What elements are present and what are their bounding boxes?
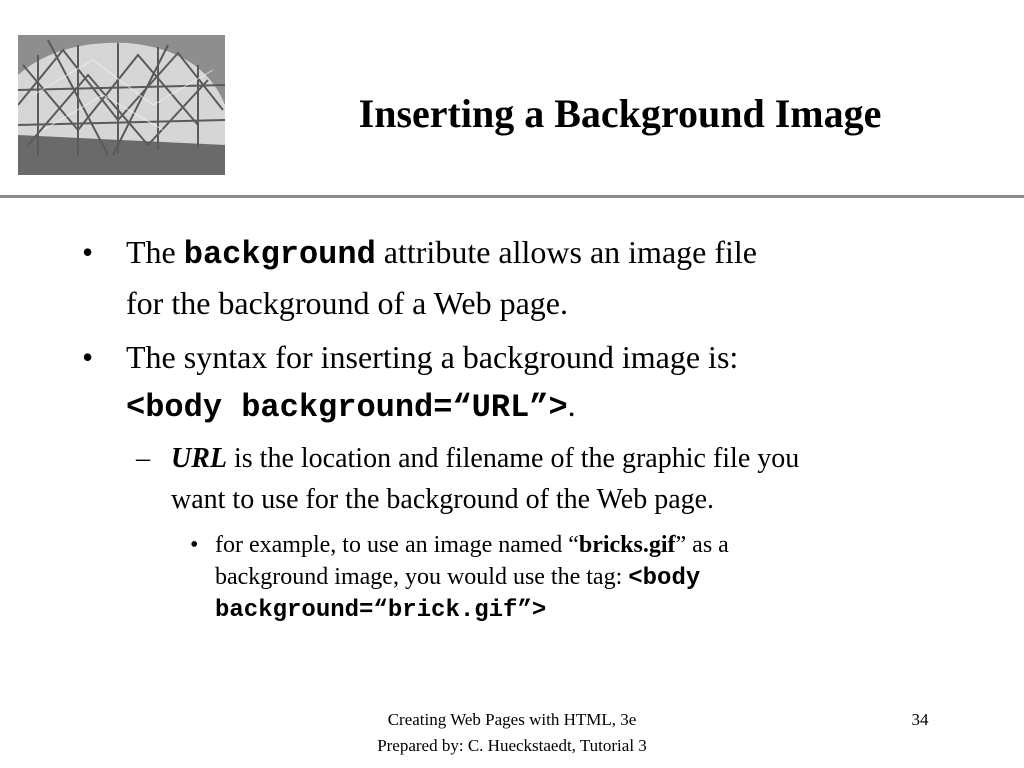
- period: .: [567, 387, 576, 423]
- code-body-open: <body: [628, 565, 701, 592]
- bullet-text: The: [126, 234, 184, 270]
- example-text: background image, you would use the tag:: [215, 564, 629, 590]
- subbullet-line-2: want to use for the background of the Web page.: [171, 484, 715, 515]
- example-line-1: [215, 529, 855, 561]
- page-number: 34: [911, 710, 929, 729]
- code-brick-background: background=“brick.gif”>: [215, 597, 547, 624]
- title-divider: [0, 195, 1024, 198]
- bullet-line-2: for the background of a Web page.: [126, 285, 568, 321]
- bullet-line-1: The syntax for inserting a background image is:: [126, 339, 739, 375]
- term-url: URL: [171, 443, 227, 474]
- footer-credits: [300, 707, 724, 759]
- filename-bricks: bricks.gif: [578, 532, 676, 558]
- footer-line-2: Prepared by: C. Hueckstaedt, Tutorial 3: [377, 736, 647, 755]
- dome-photo: [18, 35, 225, 175]
- bullet-text: attribute allows an image file: [375, 234, 757, 270]
- code-body-tag: <body background=“URL”>: [126, 389, 568, 426]
- bullet-marker: •: [190, 532, 199, 558]
- example-text: for example, to use an image named “: [215, 532, 579, 558]
- slide-title: Inserting a Background Image: [358, 91, 882, 136]
- dash-marker: –: [136, 443, 150, 474]
- subbullet-line-1: [171, 438, 951, 479]
- bullet-line-1: [126, 228, 946, 279]
- code-background: background: [183, 236, 376, 273]
- example-line-2: [215, 561, 855, 595]
- example-text: ” as a: [675, 532, 729, 558]
- footer-line-1: Creating Web Pages with HTML, 3e: [387, 710, 637, 729]
- bullet-marker: •: [82, 234, 94, 270]
- subbullet-text: is the location and filename of the graphic file you: [227, 443, 800, 474]
- bullet-line-2: [126, 381, 946, 432]
- bullet-marker: •: [82, 339, 94, 375]
